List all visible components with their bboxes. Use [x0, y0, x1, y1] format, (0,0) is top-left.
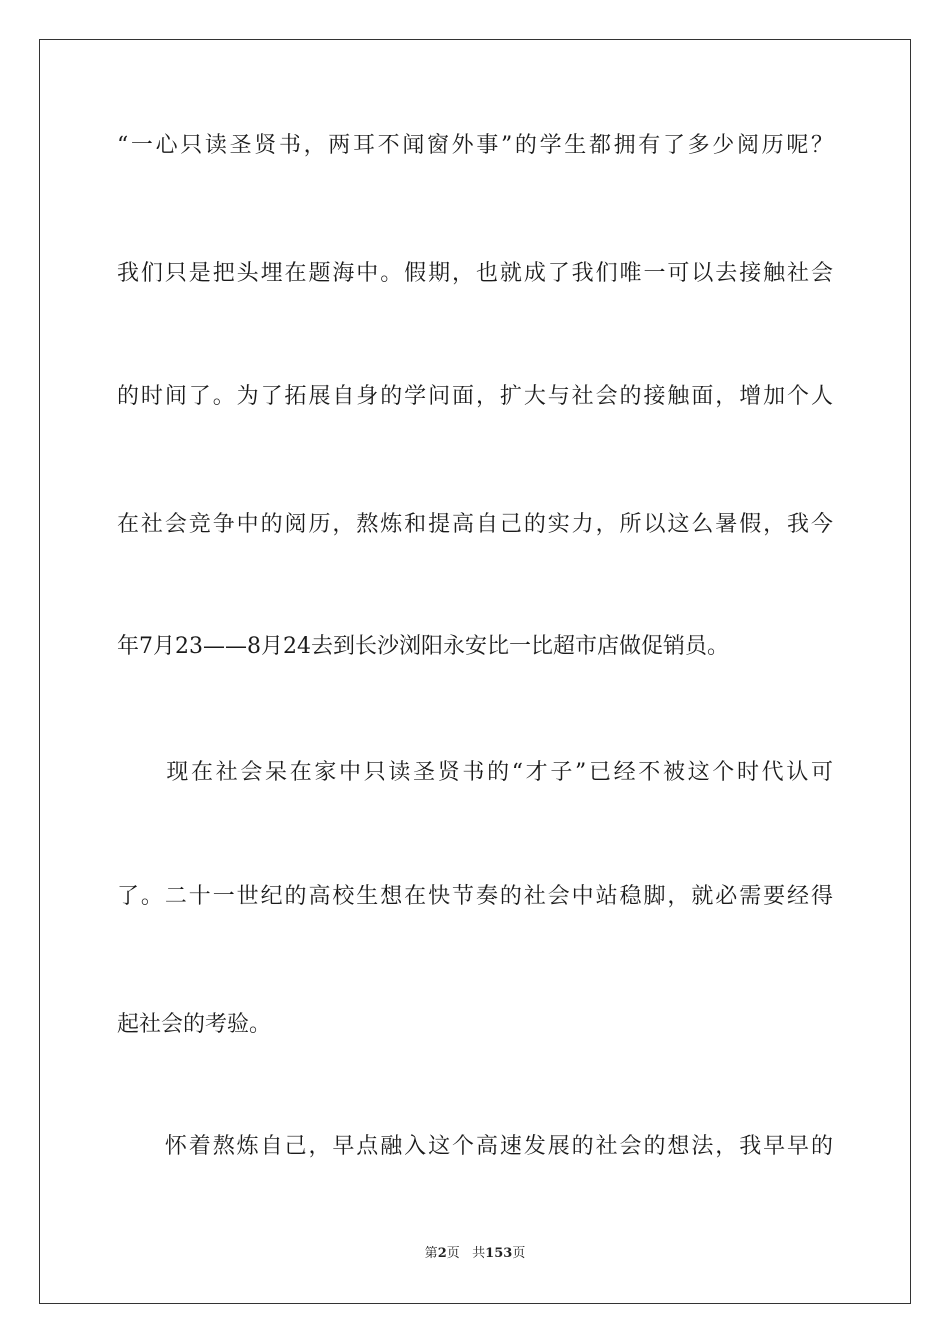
text-line: 起社会的考验。: [117, 1012, 272, 1037]
total-prefix: 共: [472, 1246, 486, 1261]
total-pages: 153: [485, 1246, 513, 1261]
page-suffix: 页: [446, 1246, 460, 1261]
text-line: 了。二十一世纪的高校生想在快节奏的社会中站稳脚，就必需要经得: [117, 884, 833, 909]
text-line: “一心只读圣贤书，两耳不闻窗外事”的学生都拥有了多少阅历呢？: [117, 133, 833, 158]
text-line: 年7月23——8月24去到长沙浏阳永安比一比超市店做促销员。: [117, 634, 729, 659]
total-suffix: 页: [512, 1246, 526, 1261]
text-line: 怀着熬炼自己，早点融入这个高速发展的社会的想法，我早早的: [117, 1134, 833, 1159]
page-frame: [39, 39, 911, 1304]
text-line: 在社会竞争中的阅历，熬炼和提高自己的实力，所以这么暑假，我今: [117, 512, 833, 537]
page-footer: [0, 1245, 950, 1263]
page-prefix: 第: [424, 1246, 438, 1261]
text-line: 的时间了。为了拓展自身的学问面，扩大与社会的接触面，增加个人: [117, 384, 833, 409]
page-number: 2: [437, 1246, 447, 1261]
text-line: 我们只是把头埋在题海中。假期，也就成了我们唯一可以去接触社会: [117, 261, 833, 286]
text-line: 现在社会呆在家中只读圣贤书的“才子”已经不被这个时代认可: [117, 760, 833, 785]
